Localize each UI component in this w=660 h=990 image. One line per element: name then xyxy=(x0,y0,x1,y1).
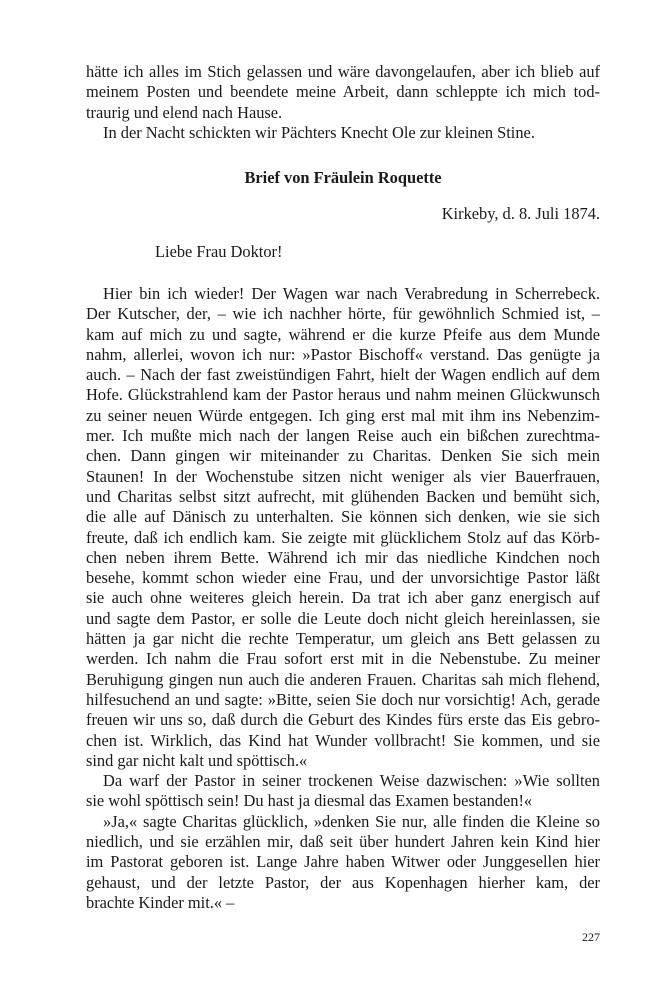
text-line: und sagte dem Pastor, er solle die Leute doch nicht gleich hereinlassen, sie xyxy=(86,608,600,628)
text-line: freuen wir uns so, daß durch die Geburt des Kindes fürs erste das Eis gebro- xyxy=(86,710,600,730)
text-line: mer. Ich mußte mich nach der langen Reise auch ein bißchen zurechtma- xyxy=(86,426,600,446)
text-line: Da warf der Pastor in seiner trockenen Weise dazwischen: »Wie sollten xyxy=(103,771,600,791)
text-line: sie auch ohne weiteres gleich herein. Da trat ich aber ganz energisch auf xyxy=(86,588,600,608)
text-line: Hier bin ich wieder! Der Wagen war nach Verabredung in Scherrebeck. xyxy=(103,284,600,303)
preceding-text xyxy=(86,62,600,143)
text-line: freute, daß ich endlich kam. Sie zeigte mit glücklichem Stolz auf das Körb- xyxy=(86,527,600,547)
text-line: sind gar nicht kalt und spöttisch.« xyxy=(86,750,308,770)
text-line: hätte ich alles im Stich gelassen und wäre davongelaufen, aber ich blieb auf xyxy=(86,62,600,81)
page-number: 227 xyxy=(582,930,600,944)
text-line: nahm, allerlei, wovon ich nur: »Pastor Bischoff« verstand. Das genügte ja xyxy=(86,344,600,364)
text-line: Hofe. Glückstrahlend kam der Pastor heraus und nahm meinen Glückwunsch xyxy=(86,385,600,405)
text-line: chen ist. Wirklich, das Kind hat Wunder vollbracht! Sie kommen, und sie xyxy=(86,730,600,750)
text-line: niedlich, und sie erzählen mir, daß seit über hundert Jahren kein Kind hier xyxy=(86,832,600,852)
text-line: im Pastorat geboren ist. Lange Jahre haben Witwer oder Junggesellen hier xyxy=(86,852,600,872)
text-line: hätten ja gar nicht die rechte Temperatur, um gleich ans Bett gelassen zu xyxy=(86,629,600,649)
text-line: meinem Posten und beendete meine Arbeit, dann schleppte ich mich tod- xyxy=(86,82,600,102)
text-line: hilfesuchend an und sagte: »Bitte, seien Sie doch nur vorsichtig! Ach, gerade xyxy=(86,689,600,709)
letter-body xyxy=(86,284,600,913)
text-line: sie wohl spöttisch sein! Du hast ja diesmal das Examen bestanden!« xyxy=(86,791,533,811)
text-line: Der Kutscher, der, – wie ich nachher hörte, für gewöhnlich Schmied ist, – xyxy=(86,304,600,324)
text-line: Beruhigung gingen nun auch die anderen Frauen. Charitas sah mich flehend, xyxy=(86,669,600,689)
text-line: In der Nacht schickten wir Pächters Knecht Ole zur kleinen Stine. xyxy=(103,122,535,142)
text-line: brachte Kinder mit.« – xyxy=(86,892,235,912)
text-line: die alle auf Dänisch zu unterhalten. Sie können sich denken, wie sie sich xyxy=(86,507,600,527)
text-line: gehaust, und der letzte Pastor, der aus Kopenhagen hierher kam, der xyxy=(86,872,600,892)
text-line: »Ja,« sagte Charitas glücklich, »denken Sie nur, alle finden die Kleine so xyxy=(103,811,600,831)
text-line: chen. Dann gingen wir miteinander zu Charitas. Denken Sie sich mein xyxy=(86,446,600,466)
text-line: zu seiner neuen Würde entgegen. Ich ging erst mal mit ihm ins Nebenzim- xyxy=(86,405,600,425)
text-line: chen neben ihrem Bette. Während ich mir das niedliche Kindchen noch xyxy=(86,547,600,567)
text-line: besehe, kommt schon wieder eine Frau, und der unvorsichtige Pastor läßt xyxy=(86,568,600,588)
letter-salutation: Liebe Frau Doktor! xyxy=(155,242,283,261)
letter-dateline: Kirkeby, d. 8. Juli 1874. xyxy=(441,204,600,223)
text-line: und Charitas selbst sitzt aufrecht, mit glühenden Backen und bemüht sich, xyxy=(86,486,600,506)
text-line: Staunen! In der Wochenstube sitzen nicht weniger als vier Bauerfrauen, xyxy=(86,466,600,486)
text-line: werden. Ich nahm die Frau sofort erst mit in die Nebenstube. Zu meiner xyxy=(86,649,600,669)
text-line: traurig und elend nach Hause. xyxy=(86,102,283,122)
text-line: auch. – Nach der fast zweistündigen Fahrt, hielt der Wagen endlich auf dem xyxy=(86,365,600,385)
text-line: kam auf mich zu und sagte, während er die kurze Pfeife aus dem Munde xyxy=(86,324,600,344)
letter-heading: Brief von Fräulein Roquette xyxy=(244,168,442,187)
